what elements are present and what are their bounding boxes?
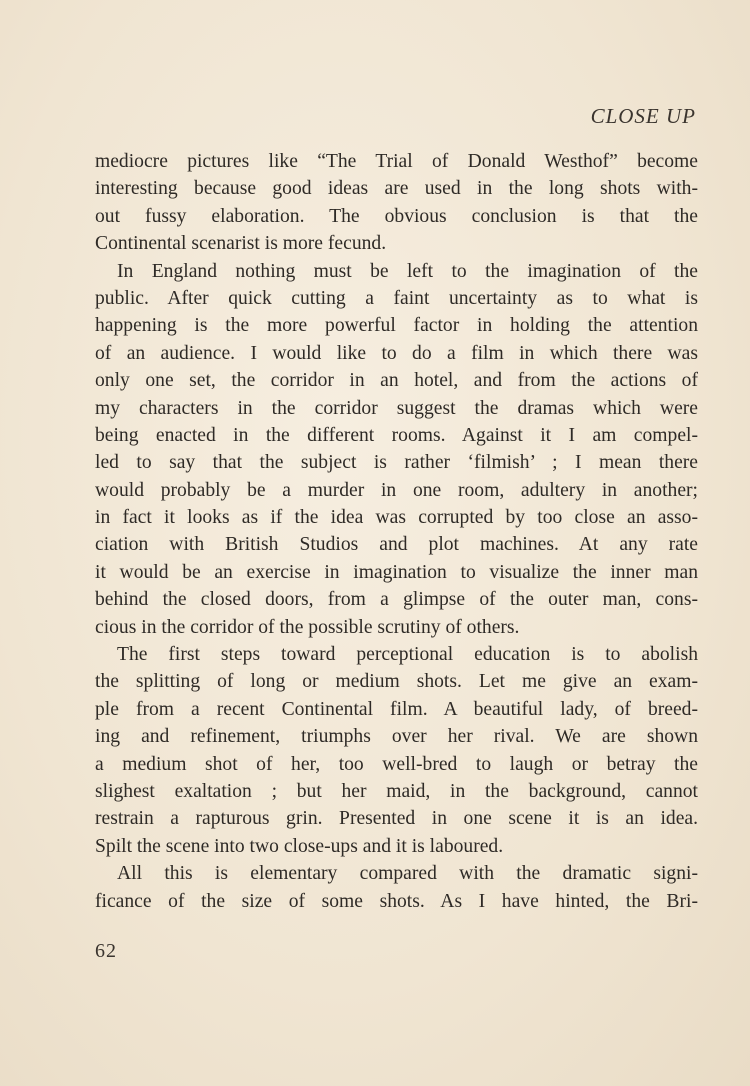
text-line: would probably be a murder in one room, adultery in another;: [95, 479, 698, 501]
text-line: led to say that the subject is rather ‘filmish’ ; I mean there: [95, 452, 698, 474]
text-line: cious in the corridor of the possible scrutiny of others.: [95, 616, 520, 638]
page-number: 62: [95, 940, 117, 962]
body-text: [95, 148, 698, 915]
text-line: the splitting of long or medium shots. Let me give an exam-: [95, 671, 698, 693]
text-line: my characters in the corridor suggest the dramas which were: [95, 397, 698, 419]
text-line: In England nothing must be left to the imagination of the: [117, 260, 698, 282]
text-line: Continental scenarist is more fecund.: [95, 233, 387, 255]
text-line: restrain a rapturous grin. Presented in one scene it is an idea.: [95, 808, 698, 830]
running-head: CLOSE UP: [590, 104, 696, 128]
text-line: mediocre pictures like “The Trial of Donald Westhof” become: [95, 151, 698, 172]
text-line: out fussy elaboration. The obvious conclusion is that the: [95, 205, 698, 227]
text-line: Spilt the scene into two close-ups and it is laboured.: [95, 835, 504, 857]
text-line: ciation with British Studios and plot machines. At any rate: [95, 534, 698, 556]
text-line: in fact it looks as if the idea was corrupted by too close an asso-: [95, 507, 698, 529]
text-line: happening is the more powerful factor in holding the attention: [95, 315, 698, 337]
text-line: ing and refinement, triumphs over her rival. We are shown: [95, 726, 698, 748]
text-line: behind the closed doors, from a glimpse of the outer man, cons-: [95, 589, 698, 611]
text-line: being enacted in the different rooms. Against it I am compel-: [95, 424, 698, 446]
text-line: All this is elementary compared with the dramatic signi-: [117, 863, 698, 885]
text-line: slighest exaltation ; but her maid, in the background, cannot: [95, 780, 698, 802]
text-line: ple from a recent Continental film. A beautiful lady, of breed-: [95, 698, 698, 720]
text-line: a medium shot of her, too well-bred to laugh or betray the: [95, 753, 698, 775]
text-line: interesting because good ideas are used in the long shots with-: [95, 178, 698, 200]
text-line: ficance of the size of some shots. As I have hinted, the Bri-: [95, 890, 698, 912]
text-line: public. After quick cutting a faint uncertainty as to what is: [95, 287, 698, 309]
text-line: it would be an exercise in imagination to visualize the inner man: [95, 561, 698, 583]
text-line: The first steps toward perceptional education is to abolish: [117, 644, 698, 666]
text-line: only one set, the corridor in an hotel, and from the actions of: [95, 370, 698, 392]
text-line: of an audience. I would like to do a film in which there was: [95, 342, 698, 364]
